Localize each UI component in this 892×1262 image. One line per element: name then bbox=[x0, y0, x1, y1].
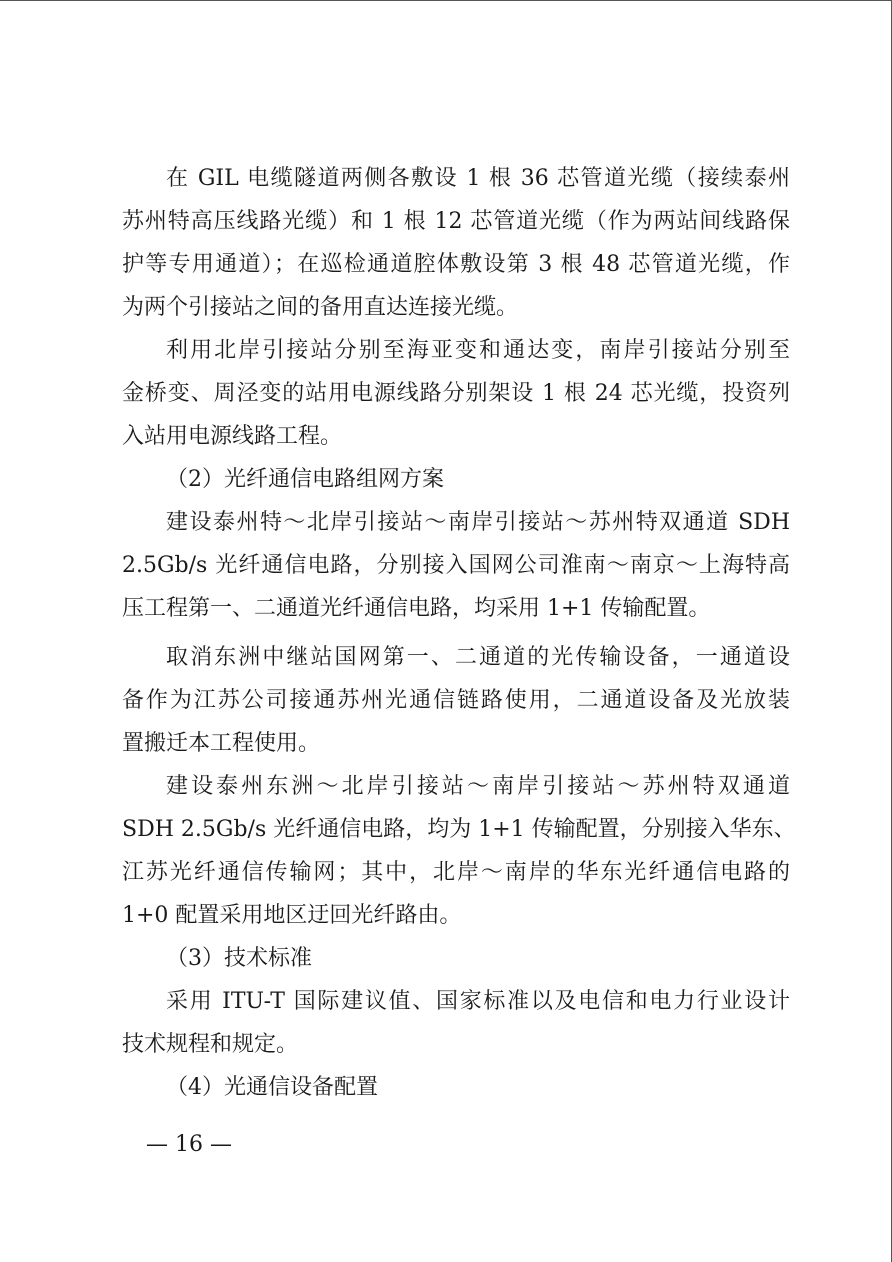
paragraph-line: 取消东洲中继站国网第一、二通道的光传输设备，一通道设 bbox=[166, 645, 790, 670]
paragraph-line: 1+0 配置采用地区迂回光纤路由。 bbox=[122, 903, 462, 928]
paragraph-line: 利用北岸引接站分别至海亚变和通达变，南岸引接站分别至 bbox=[166, 338, 790, 363]
page-number: — 16 — bbox=[146, 1132, 232, 1157]
paragraph-line: 江苏光纤通信传输网；其中，北岸～南岸的华东光纤通信电路的 bbox=[122, 860, 790, 885]
section-heading: （3）技术标准 bbox=[166, 946, 312, 971]
paragraph-line: 建设泰州特～北岸引接站～南岸引接站～苏州特双通道 SDH bbox=[166, 510, 790, 535]
page-top-edge bbox=[0, 0, 892, 1]
paragraph-line: SDH 2.5Gb/s 光纤通信电路，均为 1+1 传输配置，分别接入华东、 bbox=[122, 817, 796, 842]
paragraph-line: 2.5Gb/s 光纤通信电路，分别接入国网公司淮南～南京～上海特高 bbox=[122, 553, 790, 578]
paragraph-line: 为两个引接站之间的备用直达连接光缆。 bbox=[122, 295, 519, 320]
paragraph-line: 苏州特高压线路光缆）和 1 根 12 芯管道光缆（作为两站间线路保 bbox=[122, 209, 790, 234]
section-heading: （2）光纤通信电路组网方案 bbox=[166, 467, 444, 492]
paragraph-line: 金桥变、周泾变的站用电源线路分别架设 1 根 24 芯光缆，投资列 bbox=[122, 381, 790, 406]
paragraph-line: 建设泰州东洲～北岸引接站～南岸引接站～苏州特双通道 bbox=[166, 774, 790, 799]
paragraph-line: 置搬迁本工程使用。 bbox=[122, 731, 321, 756]
paragraph-line: 压工程第一、二通道光纤通信电路，均采用 1+1 传输配置。 bbox=[122, 596, 711, 621]
paragraph-line: 备作为江苏公司接通苏州光通信链路使用，二通道设备及光放装 bbox=[122, 688, 790, 713]
paragraph-line: 在 GIL 电缆隧道两侧各敷设 1 根 36 芯管道光缆（接续泰州 bbox=[166, 166, 790, 191]
paragraph-line: 采用 ITU-T 国际建议值、国家标准以及电信和电力行业设计 bbox=[166, 989, 790, 1014]
paragraph-line: 入站用电源线路工程。 bbox=[122, 424, 343, 449]
paragraph-line: 技术规程和规定。 bbox=[122, 1032, 299, 1057]
paragraph-line: 护等专用通道）；在巡检通道腔体敷设第 3 根 48 芯管道光缆，作 bbox=[122, 252, 790, 277]
section-heading: （4）光通信设备配置 bbox=[166, 1075, 378, 1100]
